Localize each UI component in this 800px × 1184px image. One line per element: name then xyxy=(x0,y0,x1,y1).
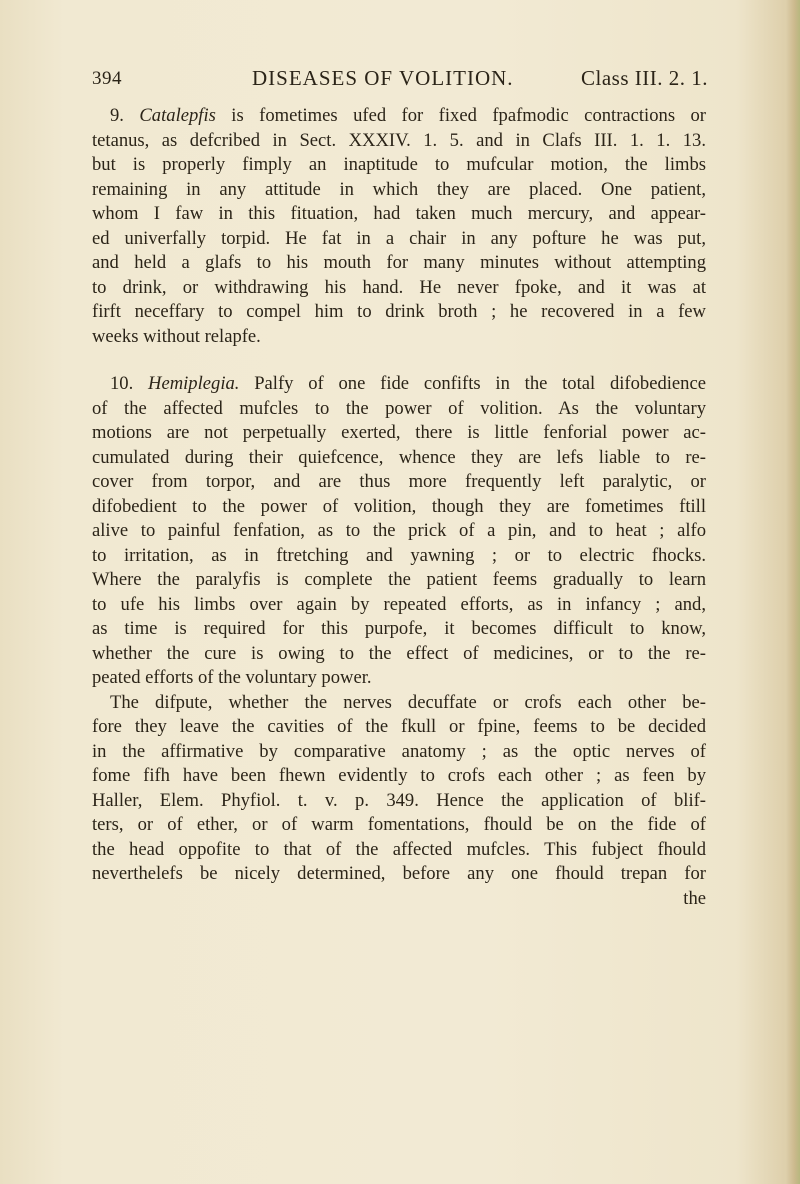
text-line: in the affirmative by comparative anatomy ; as the optic nerves of xyxy=(92,740,706,762)
paragraph-number: 10. xyxy=(110,373,134,394)
text-line: peated efforts of the voluntary power. xyxy=(92,667,372,688)
text-line: whom I faw in this fituation, had taken much mercury, and appear- xyxy=(92,203,706,224)
text-line: of the affected mufcles to the power of volition. As the voluntary xyxy=(92,397,706,419)
body-text xyxy=(92,104,706,911)
text-line: fome fifh have been fhewn evidently to crofs each other ; as feen by xyxy=(92,765,706,786)
page-header xyxy=(92,64,708,94)
text-line: the head oppofite to that of the affected mufcles. This fubject fhould xyxy=(92,838,706,860)
text-line: and held a glafs to his mouth for many minutes without attempting xyxy=(92,252,706,273)
text-line: Where the paralyfis is complete the patient feems gradually to learn xyxy=(92,569,706,590)
line-text: is fometimes ufed for fixed fpafmodic contractions or xyxy=(215,105,706,126)
text-line: motions are not perpetually exerted, there is little fenforial power ac- xyxy=(92,422,706,443)
page-number: 394 xyxy=(92,68,122,89)
paragraph-hemiplegia xyxy=(92,372,706,691)
text-line: cumulated during their quiefcence, whence they are lefs liable to re- xyxy=(92,446,706,468)
text-line: difobedient to the power of volition, though they are fometimes ftill xyxy=(92,495,706,517)
text-line: to drink, or withdrawing his hand. He never fpoke, and it was at xyxy=(92,276,706,298)
text-line: tetanus, as defcribed in Sect. XXXIV. 1. 5. and in Clafs III. 1. 1. 13. xyxy=(92,129,706,151)
text-line: whether the cure is owing to the effect of medicines, or to the re- xyxy=(92,642,706,664)
paragraph-number: 9. xyxy=(110,105,124,126)
text-line: ters, or of ether, or of warm fomentations, fhould be on the fide of xyxy=(92,814,706,835)
catchword: the xyxy=(683,887,706,909)
text-line: to ufe his limbs over again by repeated efforts, as in infancy ; and, xyxy=(92,593,706,615)
text-line: to irritation, as in ftretching and yawning ; or to electric fhocks. xyxy=(92,544,706,566)
text-line: remaining in any attitude in which they are placed. One patient, xyxy=(92,178,706,200)
page-edge-shadow xyxy=(786,0,800,1184)
paragraph-term: Catalepfis xyxy=(139,105,216,126)
paragraph-catalepsis xyxy=(92,104,706,349)
class-reference: Class III. 2. 1. xyxy=(581,66,708,90)
text-line: Haller, Elem. Phyfiol. t. v. p. 349. Hence the application of blif- xyxy=(92,789,706,811)
text-line: as time is required for this purpofe, it becomes difficult to know, xyxy=(92,618,706,639)
text-line: firft neceffary to compel him to drink broth ; he recovered in a few xyxy=(92,301,706,322)
text-line xyxy=(92,372,706,397)
running-title: DISEASES OF VOLITION. xyxy=(252,66,514,90)
text-line: alive to painful fenfation, as to the prick of a pin, and to heat ; alfo xyxy=(92,520,706,541)
paragraph-term: Hemiplegia. xyxy=(148,373,240,394)
text-line: neverthelefs be nicely determined, before any one fhould trepan for xyxy=(92,863,706,884)
text-line: ed univerfally torpid. He fat in a chair in any pofture he was put, xyxy=(92,227,706,249)
text-line: cover from torpor, and are thus more frequently left paralytic, or xyxy=(92,471,706,492)
text-line: but is properly fimply an inaptitude to mufcular motion, the limbs xyxy=(92,154,706,175)
text-line xyxy=(92,104,706,129)
text-line: fore they leave the cavities of the fkull or fpine, feems to be decided xyxy=(92,716,706,737)
paragraph-decussation xyxy=(92,691,706,912)
line-text: Palfy of one fide confifts in the total difobedience xyxy=(239,373,706,394)
text-line: The difpute, whether the nerves decuffate or crofs each other be- xyxy=(110,691,706,713)
text-line: weeks without relapfe. xyxy=(92,325,261,347)
